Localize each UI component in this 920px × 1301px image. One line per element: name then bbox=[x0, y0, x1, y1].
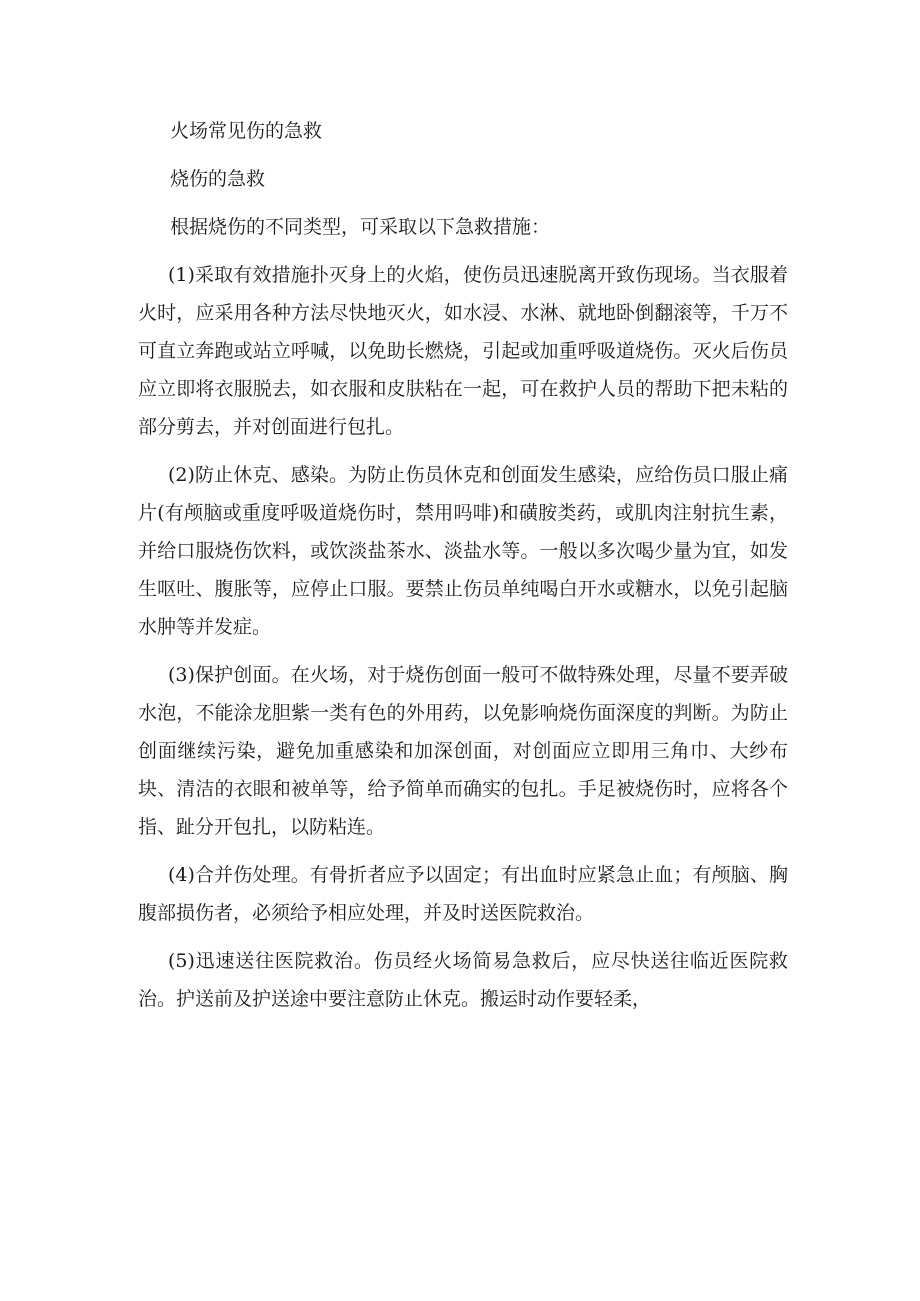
section-title: 烧伤的急救 bbox=[170, 168, 266, 190]
document-title: 火场常见伤的急救 bbox=[170, 120, 323, 142]
paragraph-1: (1)采取有效措施扑灭身上的火焰，使伤员迅速脱离开致伤现场。当衣服着火时，应采用各种方法尽快地灭火，如水浸、水淋、就地卧倒翻滚等，千万不可直立奔跑或站立呼喊，以免助长燃烧，引起或加重呼吸道烧伤。灭火后伤员应立即将衣服脱去，如衣服和皮肤粘在一起，可在救护人员的帮助下把未粘的部分剪去，并对创面进行包扎。 bbox=[138, 264, 788, 438]
paragraph-3: (3)保护创面。在火场，对于烧伤创面一般可不做特殊处理，尽量不要弄破水泡，不能涂龙胆紫一类有色的外用药，以免影响烧伤面深度的判断。为防止创面继续污染，避免加重感染和加深创面，对创面应立即用三角巾、大纱布块、清洁的衣眼和被单等，给予简单而确实的包扎。手足被烧伤时，应将各个指、趾分开包扎，以防粘连。 bbox=[138, 664, 788, 838]
paragraph-2: (2)防止休克、感染。为防止伤员休克和创面发生感染，应给伤员口服止痛片(有颅脑或重度呼吸道烧伤时，禁用吗啡)和磺胺类药，或肌肉注射抗生素，并给口服烧伤饮料，或饮淡盐茶水、淡盐水等。一般以多次喝少量为宜，如发生呕吐、腹胀等，应停止口服。要禁止伤员单纯喝白开水或糖水，以免引起脑水肿等并发症。 bbox=[138, 464, 788, 638]
intro-paragraph: 根据烧伤的不同类型，可采取以下急救措施： bbox=[170, 216, 551, 238]
document-body bbox=[138, 112, 788, 1018]
paragraph-5: (5)迅速送往医院救治。伤员经火场简易急救后，应尽快送往临近医院救治。护送前及护送途中要注意防止休克。搬运时动作要轻柔， bbox=[138, 950, 788, 1010]
paragraph-4: (4)合并伤处理。有骨折者应予以固定；有出血时应紧急止血；有颅脑、胸腹部损伤者，必须给予相应处理，并及时送医院救治。 bbox=[138, 864, 788, 924]
